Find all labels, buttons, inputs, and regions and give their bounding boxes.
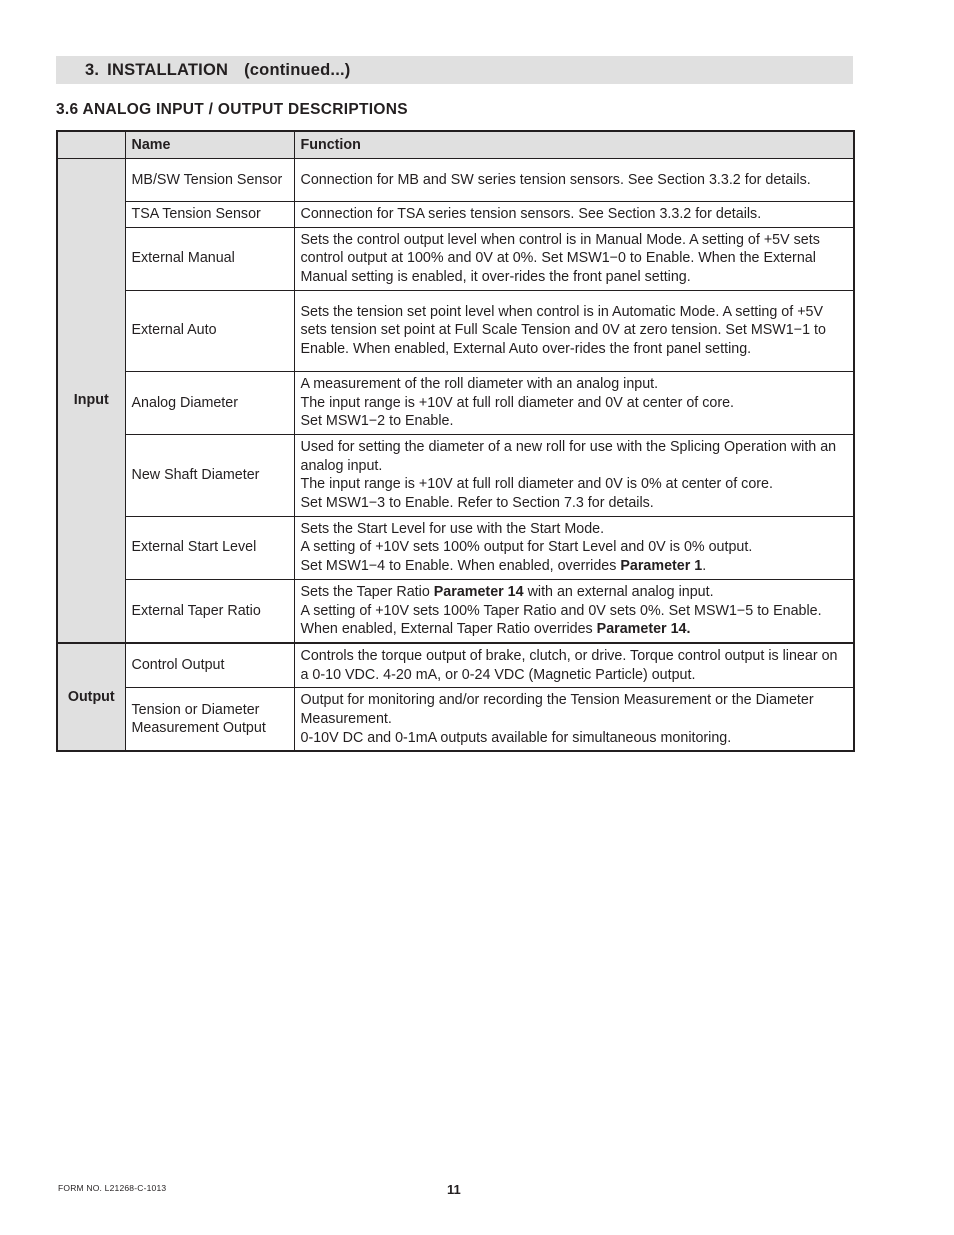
table-row [57,159,854,202]
table-row [57,290,854,371]
table-row [57,227,854,290]
row-function [294,227,854,290]
row-name: External Start Level [125,516,294,579]
row-name: MB/SW Tension Sensor [125,159,294,202]
table-header-row [57,131,854,159]
function-line [301,602,848,639]
row-function [294,434,854,516]
section-continued: (continued...) [244,60,351,79]
row-function [294,371,854,434]
table-row [57,516,854,579]
function-line [301,583,848,602]
page-number: 11 [447,1182,461,1197]
subsection-heading: 3.6 ANALOG INPUT / OUTPUT DESCRIPTIONS [56,101,408,118]
row-function [294,643,854,688]
header-name: Name [125,131,294,159]
function-text: Sets the Taper Ratio [300,583,434,600]
section-header-bar [56,56,853,84]
io-descriptions-table [56,130,855,752]
table-row [57,579,854,643]
function-line: The input range is +10V at full roll diameter and 0V is 0% at center of core. [300,476,773,493]
row-name: External Manual [125,227,294,290]
function-line [301,557,848,576]
row-function [294,290,854,371]
function-line: Sets the control output level when control is in Manual Mode. A setting of +5V sets control output at 100% and 0V at 0%. Set MSW1−0 to Enable. When the External Manual setting is enabled, it over-rides the front panel setting. [300,231,820,286]
function-line: 0-10V DC and 0-1mA outputs available for simultaneous monitoring. [300,729,732,746]
function-line: A setting of +10V sets 100% output for Start Level and 0V is 0% output. [300,539,753,556]
function-text: . [702,558,707,575]
row-name: New Shaft Diameter [125,434,294,516]
table-row [57,371,854,434]
function-line: A measurement of the roll diameter with an analog input. [300,375,659,392]
table-row [57,434,854,516]
function-line: Connection for TSA series tension sensors. See Section 3.3.2 for details. [300,206,762,222]
row-name: Analog Diameter [125,371,294,434]
function-line: Sets the tension set point level when control is in Automatic Mode. A setting of +5V sets tension set point at Full Scale Tension and 0V at zero tension. Set MSW1−1 to Enable. When enabled, External Auto over-rides the front panel setting. [300,303,826,358]
function-line: Set MSW1−3 to Enable. Refer to Section 7.3 for details. [300,495,654,512]
row-name: Tension or Diameter Measurement Output [125,688,294,752]
function-line: Output for monitoring and/or recording the Tension Measurement or the Diameter Measurement. [300,692,814,728]
function-text: A setting of +10V sets 100% Taper Ratio and 0V sets 0%. Set MSW1−5 to Enable. When enabled, External Taper Ratio overrides [300,602,822,638]
function-text: with an external analog input. [523,583,714,600]
function-line: Set MSW1−2 to Enable. [300,413,454,430]
parameter-ref: Parameter 14. [596,621,691,638]
function-line: Connection for MB and SW series tension sensors. See Section 3.3.2 for details. [300,171,811,188]
header-blank-cell [57,131,125,159]
form-number: FORM NO. L21268-C-1013 [58,1183,167,1193]
row-function [294,579,854,643]
function-line: The input range is +10V at full roll diameter and 0V at center of core. [300,394,735,411]
function-line: Controls the torque output of brake, clutch, or drive. Torque control output is linear on a 0-10 VDC. 4-20 mA, or 0-24 VDC (Magnetic Particle) output. [300,647,838,683]
header-function: Function [294,131,854,159]
section-title: INSTALLATION [107,60,229,79]
function-line: Sets the Start Level for use with the Start Mode. [300,520,605,537]
parameter-ref: Parameter 1 [620,558,703,575]
row-name: TSA Tension Sensor [125,202,294,228]
row-name: External Auto [125,290,294,371]
parameter-ref: Parameter 14 [433,583,524,600]
row-function [294,202,854,228]
row-function [294,688,854,752]
section-number: 3. [85,60,100,79]
group-label-input: Input [57,159,125,643]
table-row [57,643,854,688]
table-row [57,202,854,228]
row-function [294,159,854,202]
function-line: Used for setting the diameter of a new roll for use with the Splicing Operation with an analog input. [300,438,837,474]
function-text: Set MSW1−4 to Enable. When enabled, overrides [300,558,621,575]
row-function [294,516,854,579]
group-label-output: Output [57,643,125,752]
row-name: External Taper Ratio [125,579,294,643]
row-name: Control Output [125,643,294,688]
table-row [57,688,854,752]
